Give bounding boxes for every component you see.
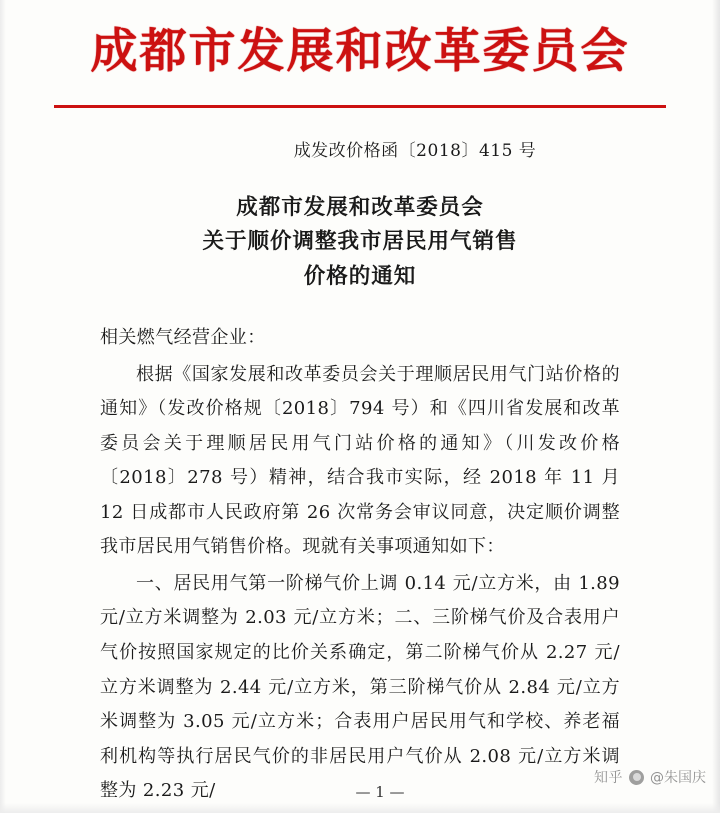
body-paragraph-1: 根据《国家发展和改革委员会关于理顺居民用气门站价格的通知》（发改价格规〔2018〕794 号）和《四川省发展和改革委员会关于理顺居民用气门站价格的通知》（川发改价格〔2018〕278 号）精神，结合我市实际，经 2018 年 11 月 12 日成都市人民政府第 26 次常务会审议同意，决定顺价调整我市居民用气销售价格。现就有关事项通知如下： (100, 363, 620, 558)
salutation: 相关燃气经营企业： (100, 327, 266, 349)
scan-edge-right (712, 0, 720, 813)
scan-edge-bottom (0, 803, 720, 813)
page-number: — 1 — (355, 783, 405, 801)
document-title (0, 191, 720, 295)
red-divider-rule (54, 105, 666, 108)
body-paragraph-2: 一、居民用气第一阶梯气价上调 0.14 元/立方米，由 1.89 元/立方米调整为 2.03 元/立方米；二、三阶梯气价及合表用户气价按照国家规定的比价关系确定，第二阶梯气价从 2.27 元/立方米调整为 2.44 元/立方米，第三阶梯气价从 2.84 元/立方米调整为 3.05 元/立方米；合表用户居民用气和学校、养老福利机构等执行居民气价的非居民用户气价从 2.08 元/立方米调整为 2.23 元/ (100, 572, 620, 802)
document-number: 成发改价格函〔2018〕415 号 (293, 140, 537, 161)
document-title-line-1: 成都市发展和改革委员会 (236, 194, 484, 220)
issuing-organization-title: 成都市发展和改革委员会 (90, 24, 630, 79)
watermark-username: @朱国庆 (650, 770, 706, 786)
document-title-line-2: 关于顺价调整我市居民用气销售 (202, 229, 518, 255)
scan-edge-left (0, 0, 6, 813)
zhihu-watermark (594, 767, 706, 787)
document-title-line-3: 价格的通知 (303, 264, 417, 290)
document-header (0, 0, 720, 108)
document-body (100, 321, 620, 809)
zhihu-logo: 知乎 (594, 770, 623, 786)
avatar (629, 770, 644, 785)
